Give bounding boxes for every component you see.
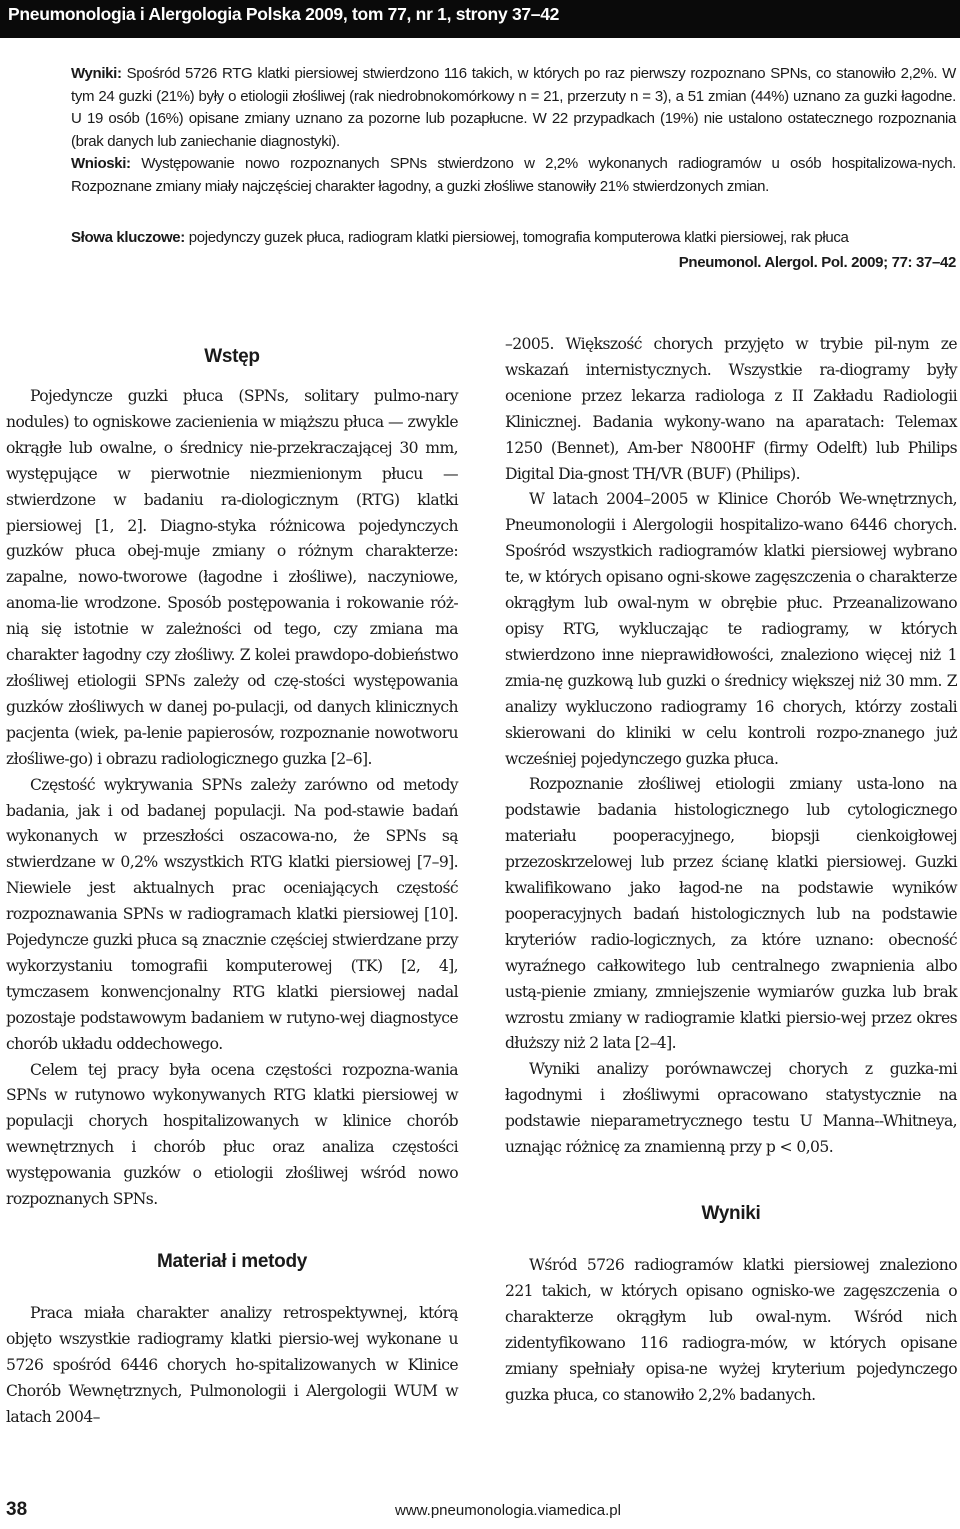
intro-paragraph-2: Częstość wykrywania SPNs zależy zarówno od metody badania, jak i od badanej populacji. Na pod-stawie badań wykonanych w przeszłości oszacowa-no, że SPNs są stwierdzane w 0,2% wszystkich RTG klatki piersiowej [7–9]. Niewiele jest aktualnych prac oceniających częstość rozpoznawania SPNs w radiogramach klatki piersiowej [10]. Pojedyncze guzki płuca są znacznie częściej stwierdzane przy wykorzystaniu tomografii komputerowej (TK) [2, 4], tymczasem konwencjonalny RTG klatki piersiowej nadal pozostaje podstawowym badaniem w rutyno-wej diagnostyce chorób układu oddechowego.	[6, 775, 458, 1053]
methods-paragraph-4: Rozpoznanie złośliwej etiologii zmiany usta-lono na podstawie badania histologicznego lub cytologicznego materiału pooperacyjnego, biopsji cienkoigłowej przezoskrzelowej lub przez ścianę klatki piersiowej. Guzki kwalifikowano jako łagod-ne na podstawie wyników pooperacyjnych badań histologicznych lub na podstawie kryteriów radio-logicznych, za które uznano: obecność wyraźnego całkowitego lub centralnego zwapnienia albo ustą-pienie zmiany, zmniejszenie wymiarów guzka lub brak wzrostu zmiany w radiogramie klatki piersio-wej przez okres dłuższy niż 2 lata [2–4].	[505, 775, 957, 1053]
keywords-label: Słowa kluczowe:	[71, 229, 185, 246]
abstract-block	[71, 63, 956, 199]
citation-line	[71, 252, 956, 275]
keywords-block	[71, 227, 956, 274]
page-number: 38	[6, 1499, 28, 1520]
methods-paragraph-5: Wyniki analizy porównawczej chorych z guzka-mi łagodnymi i złośliwymi opracowano statystycznie na podstawie nieparametrycznego testu U Manna--Whitneya, uznając różnicę za znamienną przy p < 0,05.	[505, 1060, 957, 1157]
journal-header-bar	[0, 0, 960, 38]
results-label: Wyniki:	[71, 65, 122, 82]
left-column	[6, 332, 458, 1431]
keywords-line	[71, 227, 956, 250]
methods-paragraph-2: –2005. Większość chorych przyjęto w trybie pil-nym ze wskazań internistycznych. Wszystkie ra-diogramy były ocenione przez lekarza radiologa z II Zakładu Radiologii Klinicznej. Badania wykony-wano na aparatach: Telemax 1250 (Bennet), Am-ber N800HF (firmy Odelft) lub Philips Digital Dia-gnost TH/VR (BUF) (Philips).	[505, 335, 957, 483]
heading-introduction: Wstęp	[204, 346, 260, 367]
heading-methods: Materiał i metody	[156, 1251, 308, 1272]
conclusions-label: Wnioski:	[71, 155, 131, 173]
citation-details: 2009; 77: 37–42	[847, 253, 956, 271]
journal-header-title: Pneumonologia i Alergologia Polska 2009, tom 77, nr 1, strony 37–42	[8, 4, 560, 24]
journal-website-link[interactable]: www.pneumonologia.viamedica.pl	[395, 1502, 621, 1519]
results-paragraph-1: Wśród 5726 radiogramów klatki piersiowej znaleziono 221 takich, w których opisano ognisko-we zagęszczenia o charakterze okrągłym lub owal-nym. Wśród nich zidentyfikowano 116 radiogra-mów, w których opisane zmiany spełniały opisa-ne wyżej kryterium pojedynczego guzka płuca, co stanowiło 2,2% badanych.	[505, 1256, 957, 1404]
abstract-conclusions	[71, 153, 956, 198]
heading-results: Wyniki	[701, 1203, 761, 1224]
methods-paragraph-1: Praca miała charakter analizy retrospektywnej, którą objęto wszystkie radiogramy klatki piersio-wej wykonane u 5726 spośród 6446 chorych ho-spitalizowanych w Klinice Chorób Wewnętrznych, Pulmonologii i Alergologii WUM w latach 2004–	[6, 1304, 458, 1426]
methods-paragraph-3: W latach 2004–2005 w Klinice Chorób We-wnętrznych, Pneumonologii i Alergologii hospitalizo-wano 6446 chorych. Spośród wszystkich radiogramów klatki piersiowej wybrano te, w których opisano ogni-skowe zagęszczenia o charakterze okrągłym lub owal-nym w obrębie płuc. Przeanalizowano opisy RTG, wykluczając te radiogramy, w których stwierdzono inne nieprawidłowości, znaleziono więcej niż 1 zmia-nę guzkową lub guzki o średnicy większej niż 30 mm. Z analizy wykluczono radiogramy 16 chorych, którzy zostali skierowani do kliniki w celu kontroli rozpo-znanego już wcześniej pojedynczego guzka płuca.	[505, 490, 957, 768]
results-text: Spośród 5726 RTG klatki piersiowej stwierdzono 116 takich, w których po raz pierwszy rozpoznano SPNs, co stanowiło 2,2%. W tym 24 guzki (21%) były o etiologii złośliwej (rak niedrobnokomórkowy n = 21, przerzuty n = 3), a 51 zmian (44%) uznano za guzki łagodne. U 19 osób (16%) opisane zmiany uznano za pozorne lub pozapłucne. W 22 przypadkach (19%) nie ustalono ostatecznego rozpoznania (brak danych lub zaniechanie diagnostyki).	[71, 65, 956, 150]
abstract-results	[71, 63, 956, 153]
intro-paragraph-3: Celem tej pracy była ocena częstości rozpozna-wania SPNs w rutynowo wykonywanych RTG klatki piersiowej w populacji chorych hospitalizowanych w klinice chorób wewnętrznych i chorób płuc oraz analiza częstości występowania guzków o etiologii złośliwej wśród nowo rozpoznanych SPNs.	[6, 1060, 458, 1209]
keywords-text: pojedynczy guzek płuca, radiogram klatki piersiowej, tomografia komputerowa klatki piersiowej, rak płuca	[184, 229, 849, 246]
citation-journal: Pneumonol. Alergol. Pol.	[678, 253, 848, 271]
intro-paragraph-1: Pojedyncze guzki płuca (SPNs, solitary pulmo-nary nodules) to ogniskowe zacienienia w miąższu płuca — zwykle okrągłe lub owalne, o średnicy nie-przekraczającej 30 mm, występujące w pierwotnie niezmienionym płucu — stwierdzone w badaniu ra-diologicznym (RTG) klatki piersiowej [1, 2]. Diagno-styka różnicowa pojedynczych guzków płuca obej-muje zmiany o różnym charakterze: zapalne, nowo-tworowe (łagodne i złośliwe), naczyniowe, anoma-lie wrodzone. Sposób postępowania i rokowanie róż-nią się istotnie w zależności od tego, czy zmiana ma charakter łagodny czy złośliwy. Z kolei prawdopo-dobieństwo złośliwej etiologii SPNs zależy od czę-stości występowania guzków złośliwych w danej po-pulacji, od danych klinicznych pacjenta (wiek, pa-lenie papierosów, rozpoznanie nowotworu złośliwe-go) i obrazu radiologicznego guzka [2–6].	[6, 387, 458, 768]
right-column	[505, 332, 957, 1408]
conclusions-text: Występowanie nowo rozpoznanych SPNs stwierdzono w 2,2% wykonanych radiogramów u osób hospitalizowa-nych. Rozpoznane zmiany miały najczęściej charakter łagodny, a guzki złośliwe stanowiły 21% stwierdzonych zmian.	[71, 155, 956, 195]
